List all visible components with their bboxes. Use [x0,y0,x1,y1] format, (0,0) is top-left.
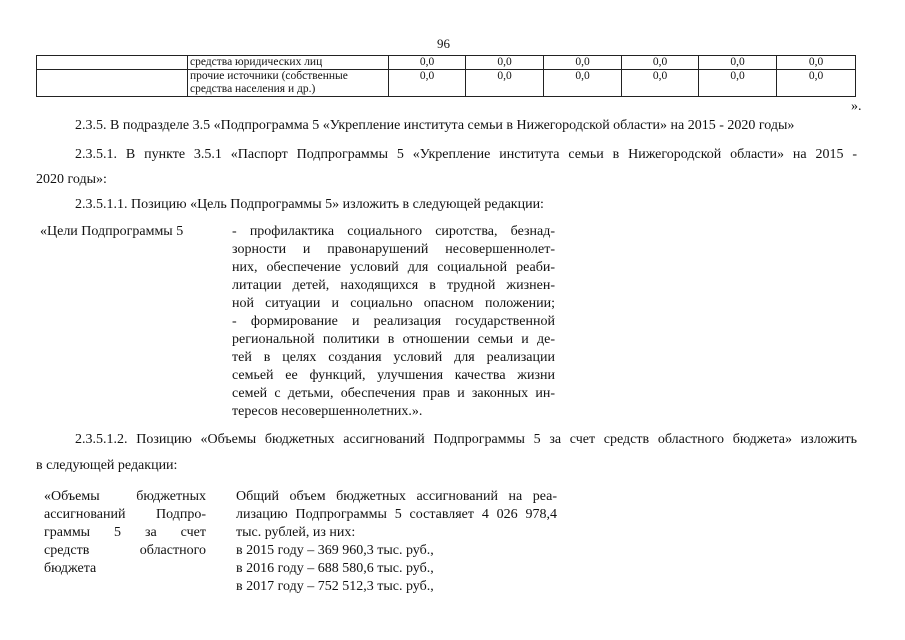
goals-line: - профилактика социального сиротства, безнад- [232,224,555,239]
goals-line: них, обеспечение условий для социальной реаби- [232,260,555,275]
goals-line: литации детей, находящихся в трудной жизнен- [232,278,555,293]
table-cell-value: 0,0 [622,70,699,97]
paragraph-2-3-5-1: 2.3.5.1. В пункте 3.5.1 «Паспорт Подпрограммы 5 «Укрепление института семьи в Нижегородской области» на 2015 - [75,147,857,162]
goals-text [232,223,555,421]
table-cell-value: 0,0 [389,56,466,70]
table-cell-label [188,70,389,97]
table-cell-value: 0,0 [466,70,544,97]
goals-line: - формирование и реализация государственной [232,314,555,329]
budget-line: в 2015 году – 369 960,3 тыс. руб., [236,543,434,558]
goals-label: «Цели Подпрограммы 5 [40,224,184,239]
budget-line: тыс. рублей, из них: [236,525,356,540]
paragraph-2-3-5-1-2: 2.3.5.1.2. Позицию «Объемы бюджетных ассигнований Подпрограммы 5 за счет средств областного бюджета» изложить [75,432,857,447]
closing-quote: ». [851,99,862,114]
table-cell-value: 0,0 [699,56,777,70]
budget-label [44,488,206,578]
budget-label-line: средств областного [44,543,206,558]
table-cell-value: 0,0 [544,70,622,97]
table-row [37,56,856,70]
paragraph-2-3-5: 2.3.5. В подразделе 3.5 «Подпрограмма 5 «Укрепление института семьи в Нижегородской области» на 2015 - 2020 годы» [75,118,795,133]
table-cell-value: 0,0 [466,56,544,70]
table-cell-label: средства юридических лиц [188,56,389,70]
goals-line: региональной политики в отношении семьи и де- [232,332,555,347]
page-number: 96 [437,36,450,51]
budget-line: в 2016 году – 688 580,6 тыс. руб., [236,561,434,576]
goals-line: семьей ее функций, улучшения качества жизни [232,368,555,383]
table-cell-value: 0,0 [544,56,622,70]
goals-line: тей в целях создания условий для реализации [232,350,555,365]
goals-line: зорности и правонарушений несовершеннолет- [232,242,555,257]
paragraph-2-3-5-1-continued: 2020 годы»: [36,172,107,187]
budget-label-line: бюджета [44,561,97,576]
table-cell-value: 0,0 [777,70,856,97]
table-cell-empty [37,70,188,97]
budget-text [236,488,557,596]
paragraph-2-3-5-1-2-continued: в следующей редакции: [36,458,178,473]
table-cell-label-line: средства населения и др.) [190,83,316,95]
financing-table [36,55,856,97]
table-cell-label-line: прочие источники (собственные [190,70,348,82]
budget-line: в 2017 году – 752 512,3 тыс. руб., [236,579,434,594]
budget-label-line: ассигнований Подпро- [44,507,206,522]
goals-line: ной ситуации и социально опасном положении; [232,296,555,311]
budget-line: Общий объем бюджетных ассигнований на реа- [236,489,557,504]
table-cell-value: 0,0 [622,56,699,70]
goals-line: семей с детьми, обеспечения прав и законных ин- [232,386,555,401]
goals-line: тересов несовершеннолетних.». [232,404,423,419]
budget-label-line: граммы 5 за счет [44,525,206,540]
budget-line: лизацию Подпрограммы 5 составляет 4 026 978,4 [236,507,557,522]
table-row [37,70,856,97]
table-cell-value: 0,0 [699,70,777,97]
table-cell-value: 0,0 [777,56,856,70]
table-cell-value: 0,0 [389,70,466,97]
table-cell-empty [37,56,188,70]
budget-label-line: «Объемы бюджетных [44,489,206,504]
paragraph-2-3-5-1-1: 2.3.5.1.1. Позицию «Цель Подпрограммы 5» изложить в следующей редакции: [75,197,544,212]
